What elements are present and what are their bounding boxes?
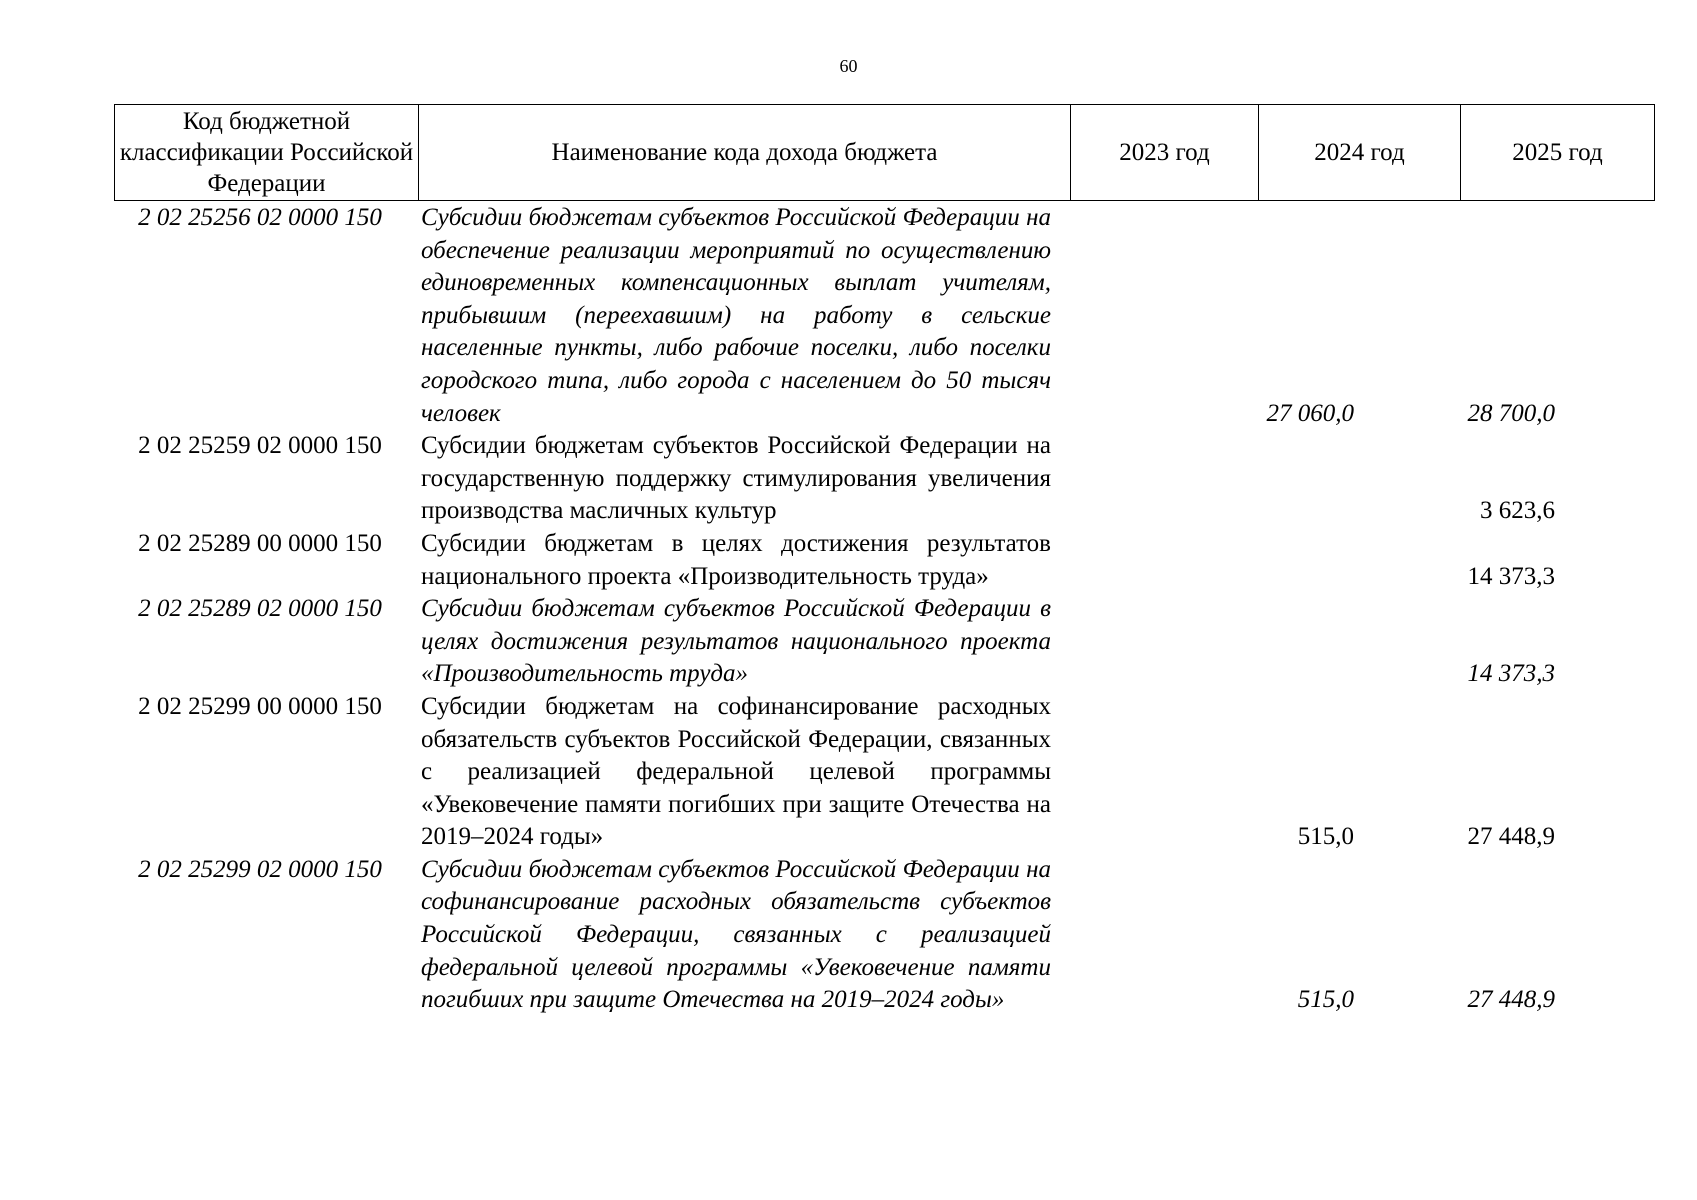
row-value-2023: 27 060,0 [1266,399,1354,427]
row-code: 2 02 25259 02 0000 150 [138,432,382,460]
header-2023: 2023 год [1071,105,1259,201]
header-name: Наименование кода дохода бюджета [419,105,1071,201]
row-value-2024: 3 623,6 [1480,497,1555,525]
row-name: Субсидии бюджетам субъектов Российской Федерации на обеспечение реализации мероприятий по осуществлению единовременных компенсационных выплат учителям, прибывшим (переехавшим) на работу в сельские населенные пункты, либо рабочие поселки, либо поселки городского типа, либо города с населением до 50 тысяч человек [421,204,1051,427]
row-value-2024: 28 700,0 [1467,399,1555,427]
row-name: Субсидии бюджетам на софинансирование расходных обязательств субъектов Российской Федерации, связанных с реализацией федеральной целевой программы «Увековечение памяти погибших при защите Отечества на 2019–2024 годы» [421,692,1051,851]
table-row [114,202,1654,430]
row-value-2024: 27 448,9 [1467,986,1555,1014]
row-value-2023: 515,0 [1297,823,1354,851]
page-number: 60 [839,56,858,76]
row-code: 2 02 25299 00 0000 150 [138,692,382,720]
header-code: Код бюджетной классификации Российской Федерации [115,105,419,201]
table-row [114,691,1654,854]
table-body [114,202,1654,1017]
table-row [114,430,1654,528]
table-row [114,854,1654,1017]
header-2024: 2024 год [1259,105,1461,201]
row-name: Субсидии бюджетам в целях достижения результатов национального проекта «Производительность труда» [421,529,1051,590]
row-value-2023: 515,0 [1297,986,1354,1014]
row-code: 2 02 25289 00 0000 150 [138,529,382,557]
header-2025: 2025 год [1461,105,1655,201]
table-row [114,528,1654,593]
row-name: Субсидии бюджетам субъектов Российской Федерации на софинансирование расходных обязательств субъектов Российской Федерации, связанных с реализацией федеральной целевой программы «Увековечение памяти погибших при защите Отечества на 2019–2024 годы» [421,855,1051,1014]
row-code: 2 02 25289 02 0000 150 [138,595,382,623]
row-value-2024: 14 373,3 [1467,660,1555,688]
row-name: Субсидии бюджетам субъектов Российской Федерации в целях достижения результатов национального проекта «Производительность труда» [421,595,1051,688]
row-code: 2 02 25299 02 0000 150 [138,855,382,883]
row-name: Субсидии бюджетам субъектов Российской Федерации на государственную поддержку стимулирования увеличения производства масличных культур [421,432,1051,525]
table-row [114,593,1654,691]
row-code: 2 02 25256 02 0000 150 [138,204,382,231]
row-value-2024: 27 448,9 [1467,823,1555,851]
row-value-2024: 14 373,3 [1467,562,1555,590]
table-header [114,104,1655,201]
